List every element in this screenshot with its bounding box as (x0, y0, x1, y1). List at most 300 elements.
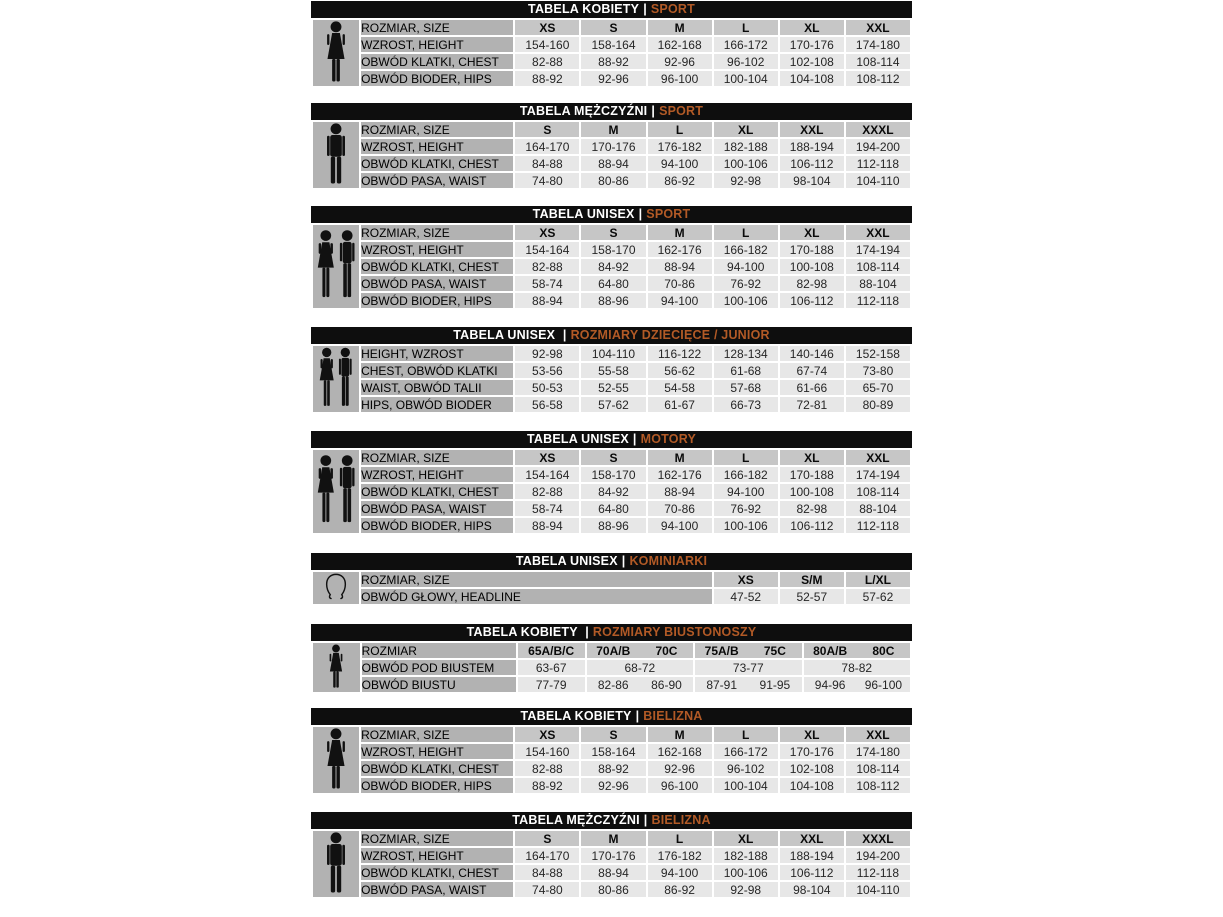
size-charts-sheet (311, 1, 912, 915)
value-cell: 74-80 (515, 173, 579, 188)
value-cell: 96-100 (648, 71, 712, 86)
size-header-cell: XXL (846, 727, 910, 742)
value-cell: 194-200 (846, 139, 910, 154)
table-row (313, 744, 910, 759)
icon-cell (313, 346, 359, 412)
value-text: 91-95 (759, 677, 791, 692)
size-header-cell: XS (515, 225, 579, 240)
value-cell: 102-108 (780, 761, 844, 776)
row-label: OBWÓD KLATKI, CHEST (361, 761, 513, 776)
size-header-cell: XXXL (846, 831, 910, 846)
value-cell: 88-92 (515, 778, 579, 793)
value-cell: 128-134 (714, 346, 778, 361)
icon-cell (313, 572, 359, 604)
value-cell: 176-182 (648, 848, 712, 863)
table-title-separator: | (638, 207, 643, 221)
size-header-text: 70C (655, 643, 678, 658)
value-cell: 47-52 (714, 589, 778, 604)
size-header-cell: M (648, 450, 712, 465)
value-text: 87-91 (706, 677, 738, 692)
table-title-separator: | (643, 813, 648, 827)
value-cell: 58-74 (515, 501, 579, 516)
table-grid (311, 18, 912, 88)
table-row (313, 831, 910, 846)
table-title-accent: KOMINIARKI (629, 554, 708, 568)
icon-cell (313, 122, 359, 188)
value-cell: 100-104 (714, 71, 778, 86)
value-cell: 170-176 (581, 848, 645, 863)
table-row (313, 450, 910, 465)
size-header-cell: M (648, 225, 712, 240)
value-cell: 50-53 (515, 380, 579, 395)
row-label: WAIST, OBWÓD TALII (361, 380, 513, 395)
value-cell: 84-92 (581, 484, 645, 499)
value-cell: 67-74 (780, 363, 844, 378)
table-row (313, 848, 910, 863)
dual-value-group (695, 644, 801, 658)
value-cell: 88-94 (515, 518, 579, 533)
value-cell: 92-96 (648, 761, 712, 776)
size-header-cell: S (581, 20, 645, 35)
size-header-cell: S (581, 727, 645, 742)
table-row (313, 225, 910, 240)
value-cell (587, 677, 693, 692)
size-header-cell: XXXL (846, 122, 910, 137)
table-row (313, 139, 910, 154)
table-row (313, 173, 910, 188)
icon-cell (313, 643, 360, 692)
value-cell: 170-176 (581, 139, 645, 154)
value-cell: 158-164 (581, 37, 645, 52)
size-header-cell: L (714, 727, 778, 742)
value-cell: 88-94 (581, 156, 645, 171)
value-cell: 92-98 (515, 346, 579, 361)
value-cell: 76-92 (714, 501, 778, 516)
table-row (313, 363, 910, 378)
row-label: OBWÓD PASA, WAIST (361, 276, 513, 291)
icon-cell (313, 450, 359, 533)
size-header-cell: XL (780, 450, 844, 465)
size-header-cell (804, 643, 911, 658)
row-label: OBWÓD BIODER, HIPS (361, 71, 513, 86)
value-cell: 162-168 (648, 37, 712, 52)
value-cell: 72-81 (780, 397, 844, 412)
value-cell: 92-98 (714, 173, 778, 188)
table-row (313, 71, 910, 86)
value-cell: 57-68 (714, 380, 778, 395)
table-grid (311, 344, 912, 414)
size-header-cell: XL (780, 20, 844, 35)
row-label: ROZMIAR, SIZE (361, 225, 513, 240)
woman-icon (322, 21, 350, 83)
value-cell: 154-164 (515, 242, 579, 257)
value-cell: 100-106 (714, 156, 778, 171)
value-cell: 108-114 (846, 259, 910, 274)
size-header-cell: M (648, 727, 712, 742)
value-cell: 162-176 (648, 467, 712, 482)
value-cell: 88-104 (846, 501, 910, 516)
value-cell: 188-194 (780, 139, 844, 154)
value-cell: 82-88 (515, 761, 579, 776)
dual-value-group (587, 678, 693, 692)
row-label: ROZMIAR, SIZE (361, 727, 513, 742)
table-title (311, 103, 912, 120)
size-header-cell: L/XL (846, 572, 910, 587)
value-cell: 80-86 (581, 882, 645, 897)
table-grid (311, 829, 912, 899)
value-cell: 84-92 (581, 259, 645, 274)
row-label: OBWÓD PASA, WAIST (361, 882, 513, 897)
value-cell: 174-194 (846, 467, 910, 482)
size-header-text: 70A/B (596, 643, 631, 658)
value-cell: 58-74 (515, 276, 579, 291)
value-cell: 82-98 (780, 276, 844, 291)
table-row (313, 54, 910, 69)
value-cell: 94-100 (648, 865, 712, 880)
table-row (313, 677, 910, 692)
table-grid (311, 120, 912, 190)
value-cell: 108-114 (846, 484, 910, 499)
size-header-cell: L (648, 831, 712, 846)
row-label: WZROST, HEIGHT (361, 744, 513, 759)
table-row (313, 37, 910, 52)
value-cell: 166-172 (714, 744, 778, 759)
row-label: HIPS, OBWÓD BIODER (361, 397, 513, 412)
table-row (313, 484, 910, 499)
table-row (313, 643, 910, 658)
value-cell (695, 677, 801, 692)
table-row (313, 865, 910, 880)
table-title (311, 708, 912, 725)
value-cell: 108-114 (846, 54, 910, 69)
size-header-cell: XL (780, 727, 844, 742)
table-title (311, 624, 912, 641)
value-cell: 70-86 (648, 276, 712, 291)
value-cell: 68-72 (587, 660, 693, 675)
table-row (313, 293, 910, 308)
value-cell: 63-67 (518, 660, 585, 675)
table-row (313, 882, 910, 897)
size-header-cell: S/M (780, 572, 844, 587)
value-cell: 108-112 (846, 778, 910, 793)
value-cell: 158-164 (581, 744, 645, 759)
row-label: OBWÓD KLATKI, CHEST (361, 865, 513, 880)
size-header-cell: XXL (846, 225, 910, 240)
value-cell: 86-92 (648, 173, 712, 188)
table-row (313, 20, 910, 35)
value-cell: 100-104 (714, 778, 778, 793)
table-row (313, 572, 910, 587)
value-cell: 66-73 (714, 397, 778, 412)
value-cell: 100-106 (714, 865, 778, 880)
value-cell: 55-58 (581, 363, 645, 378)
table-title-main: TABELA UNISEX (515, 554, 618, 568)
size-header-cell: M (581, 122, 645, 137)
table-title-main: TABELA MĘŻCZYŹNI (519, 104, 648, 118)
table-title-separator: | (635, 709, 640, 723)
value-cell: 77-79 (518, 677, 585, 692)
value-cell: 82-88 (515, 259, 579, 274)
value-cell: 57-62 (581, 397, 645, 412)
table-row (313, 660, 910, 675)
value-cell: 96-100 (648, 778, 712, 793)
value-cell: 106-112 (780, 518, 844, 533)
table-title (311, 553, 912, 570)
size-header-cell: XL (780, 225, 844, 240)
value-cell: 176-182 (648, 139, 712, 154)
table-title (311, 206, 912, 223)
table-title (311, 1, 912, 18)
size-header-cell: S (581, 225, 645, 240)
icon-cell (313, 20, 359, 86)
value-cell: 112-118 (846, 156, 910, 171)
row-label: ROZMIAR, SIZE (361, 122, 513, 137)
value-cell: 53-56 (515, 363, 579, 378)
value-cell: 52-57 (780, 589, 844, 604)
value-cell: 154-164 (515, 467, 579, 482)
value-cell: 104-108 (780, 778, 844, 793)
value-text: 82-86 (597, 677, 629, 692)
row-label: OBWÓD BIUSTU (362, 677, 516, 692)
row-label: ROZMIAR, SIZE (361, 450, 513, 465)
value-cell: 84-88 (515, 156, 579, 171)
value-cell: 158-170 (581, 467, 645, 482)
table-row (313, 518, 910, 533)
size-table-unisex-kominiarki (311, 553, 912, 606)
table-row (313, 156, 910, 171)
icon-cell (313, 727, 359, 793)
row-label: CHEST, OBWÓD KLATKI (361, 363, 513, 378)
value-cell: 92-98 (714, 882, 778, 897)
row-label: WZROST, HEIGHT (361, 242, 513, 257)
row-label: OBWÓD KLATKI, CHEST (361, 484, 513, 499)
table-title-accent: ROZMIARY BIUSTONOSZY (592, 625, 757, 639)
value-cell: 104-110 (846, 173, 910, 188)
table-title-main: TABELA UNISEX (532, 207, 635, 221)
size-header-cell: M (648, 20, 712, 35)
table-title-accent: BIELIZNA (643, 709, 703, 723)
size-header-text: 75C (763, 643, 786, 658)
size-header-cell: XS (515, 450, 579, 465)
table-title-separator: | (585, 625, 589, 639)
table-row (313, 276, 910, 291)
value-cell: 70-86 (648, 501, 712, 516)
row-label: OBWÓD KLATKI, CHEST (361, 156, 513, 171)
table-title-accent: SPORT (646, 207, 691, 221)
size-header-cell: XXL (846, 450, 910, 465)
table-grid (311, 570, 912, 606)
table-row (313, 346, 910, 361)
table-row (313, 501, 910, 516)
table-title-separator: | (621, 554, 626, 568)
table-grid (311, 725, 912, 795)
table-row (313, 397, 910, 412)
size-header-text: 75A/B (704, 643, 739, 658)
value-cell: 82-88 (515, 54, 579, 69)
value-cell: 64-80 (581, 276, 645, 291)
value-cell: 104-108 (780, 71, 844, 86)
size-header-cell: L (714, 225, 778, 240)
value-cell: 88-92 (581, 54, 645, 69)
value-cell: 166-172 (714, 37, 778, 52)
table-title-accent: SPORT (659, 104, 704, 118)
value-cell: 73-80 (846, 363, 910, 378)
value-cell: 140-146 (780, 346, 844, 361)
table-row (313, 380, 910, 395)
row-label: ROZMIAR, SIZE (361, 572, 712, 587)
row-label: OBWÓD KLATKI, CHEST (361, 259, 513, 274)
value-cell: 100-106 (714, 518, 778, 533)
size-header-cell: XL (714, 122, 778, 137)
value-cell: 78-82 (804, 660, 911, 675)
value-cell: 104-110 (581, 346, 645, 361)
row-label: OBWÓD BIODER, HIPS (361, 293, 513, 308)
table-title (311, 327, 912, 344)
value-cell: 106-112 (780, 865, 844, 880)
size-header-cell: S (515, 122, 579, 137)
value-cell: 164-170 (515, 848, 579, 863)
value-cell: 74-80 (515, 882, 579, 897)
row-label: OBWÓD PASA, WAIST (361, 501, 513, 516)
row-label: WZROST, HEIGHT (361, 37, 513, 52)
value-cell: 164-170 (515, 139, 579, 154)
value-cell: 152-158 (846, 346, 910, 361)
value-cell: 112-118 (846, 518, 910, 533)
value-cell: 88-96 (581, 293, 645, 308)
woman-and-man-icon (316, 454, 357, 526)
size-header-cell (587, 643, 693, 658)
value-cell: 88-92 (581, 761, 645, 776)
value-cell: 92-96 (581, 71, 645, 86)
value-cell: 94-100 (648, 518, 712, 533)
row-label: OBWÓD BIODER, HIPS (361, 778, 513, 793)
woman-icon (322, 728, 350, 790)
table-title-main: TABELA KOBIETY (528, 2, 640, 16)
table-row (313, 761, 910, 776)
value-cell: 86-92 (648, 882, 712, 897)
value-cell: 166-182 (714, 467, 778, 482)
value-cell: 170-176 (780, 37, 844, 52)
value-cell: 96-102 (714, 54, 778, 69)
size-table-unisex-sport (311, 206, 912, 310)
row-label: OBWÓD POD BIUSTEM (362, 660, 516, 675)
value-cell: 92-96 (581, 778, 645, 793)
value-cell: 94-100 (648, 293, 712, 308)
value-cell: 56-58 (515, 397, 579, 412)
value-cell: 56-62 (648, 363, 712, 378)
size-header-cell: M (581, 831, 645, 846)
woman-and-man-icon (316, 229, 357, 301)
value-cell: 82-98 (780, 501, 844, 516)
value-cell: 162-176 (648, 242, 712, 257)
size-table-mezczyzni-sport (311, 103, 912, 190)
value-cell: 100-108 (780, 484, 844, 499)
table-title-main: TABELA KOBIETY (466, 625, 582, 639)
size-header-cell: L (714, 20, 778, 35)
value-cell: 166-182 (714, 242, 778, 257)
size-header-cell: XL (714, 831, 778, 846)
row-label: WZROST, HEIGHT (361, 848, 513, 863)
size-header-text: 80A/B (813, 643, 848, 658)
row-label: OBWÓD PASA, WAIST (361, 173, 513, 188)
table-title-separator: | (643, 2, 647, 16)
value-cell: 52-55 (581, 380, 645, 395)
table-row (313, 259, 910, 274)
size-table-mezczyzni-bielizna (311, 812, 912, 899)
table-title-main: TABELA UNISEX (527, 432, 629, 446)
row-label: OBWÓD BIODER, HIPS (361, 518, 513, 533)
woman-and-man-icon (318, 347, 354, 409)
value-cell: 94-100 (714, 484, 778, 499)
table-row (313, 589, 910, 604)
man-icon (322, 123, 350, 185)
table-title-main: TABELA MĘŻCZYŹNI (512, 813, 640, 827)
row-label: OBWÓD KLATKI, CHEST (361, 54, 513, 69)
value-cell: 98-104 (780, 173, 844, 188)
value-cell: 100-108 (780, 259, 844, 274)
table-grid (311, 223, 912, 310)
size-table-kobiety-sport (311, 1, 912, 88)
value-cell: 88-104 (846, 276, 910, 291)
icon-cell (313, 831, 359, 897)
size-header-cell: XXL (780, 122, 844, 137)
dual-value-group (804, 644, 911, 658)
table-title-separator: | (632, 432, 637, 446)
value-cell: 64-80 (581, 501, 645, 516)
size-table-unisex-junior (311, 327, 912, 414)
value-cell: 112-118 (846, 865, 910, 880)
table-title (311, 812, 912, 829)
value-cell: 61-66 (780, 380, 844, 395)
value-cell: 170-188 (780, 467, 844, 482)
table-title-main: TABELA KOBIETY (520, 709, 632, 723)
value-cell: 73-77 (695, 660, 801, 675)
value-cell: 61-68 (714, 363, 778, 378)
value-cell: 116-122 (648, 346, 712, 361)
value-cell: 80-89 (846, 397, 910, 412)
value-text: 86-90 (651, 677, 682, 692)
value-cell: 170-176 (780, 744, 844, 759)
value-cell: 88-94 (648, 259, 712, 274)
value-cell: 98-104 (780, 882, 844, 897)
table-title (311, 431, 912, 448)
value-cell: 104-110 (846, 882, 910, 897)
row-label: ROZMIAR, SIZE (361, 831, 513, 846)
balaclava-icon (325, 573, 347, 601)
row-label: ROZMIAR (362, 643, 516, 658)
value-cell: 84-88 (515, 865, 579, 880)
size-table-kobiety-bielizna (311, 708, 912, 795)
value-cell: 100-106 (714, 293, 778, 308)
value-cell: 170-188 (780, 242, 844, 257)
table-grid (311, 448, 912, 535)
size-header-cell: XS (515, 727, 579, 742)
value-cell: 182-188 (714, 848, 778, 863)
value-cell: 154-160 (515, 37, 579, 52)
woman-icon (326, 644, 346, 689)
value-cell: 61-67 (648, 397, 712, 412)
table-row (313, 467, 910, 482)
value-cell: 106-112 (780, 156, 844, 171)
value-cell: 88-94 (581, 865, 645, 880)
table-row (313, 727, 910, 742)
value-cell: 174-180 (846, 744, 910, 759)
value-text: 96-100 (864, 677, 903, 692)
row-label: ROZMIAR, SIZE (361, 20, 513, 35)
value-cell: 158-170 (581, 242, 645, 257)
man-icon (322, 832, 350, 894)
size-header-cell: XS (714, 572, 778, 587)
